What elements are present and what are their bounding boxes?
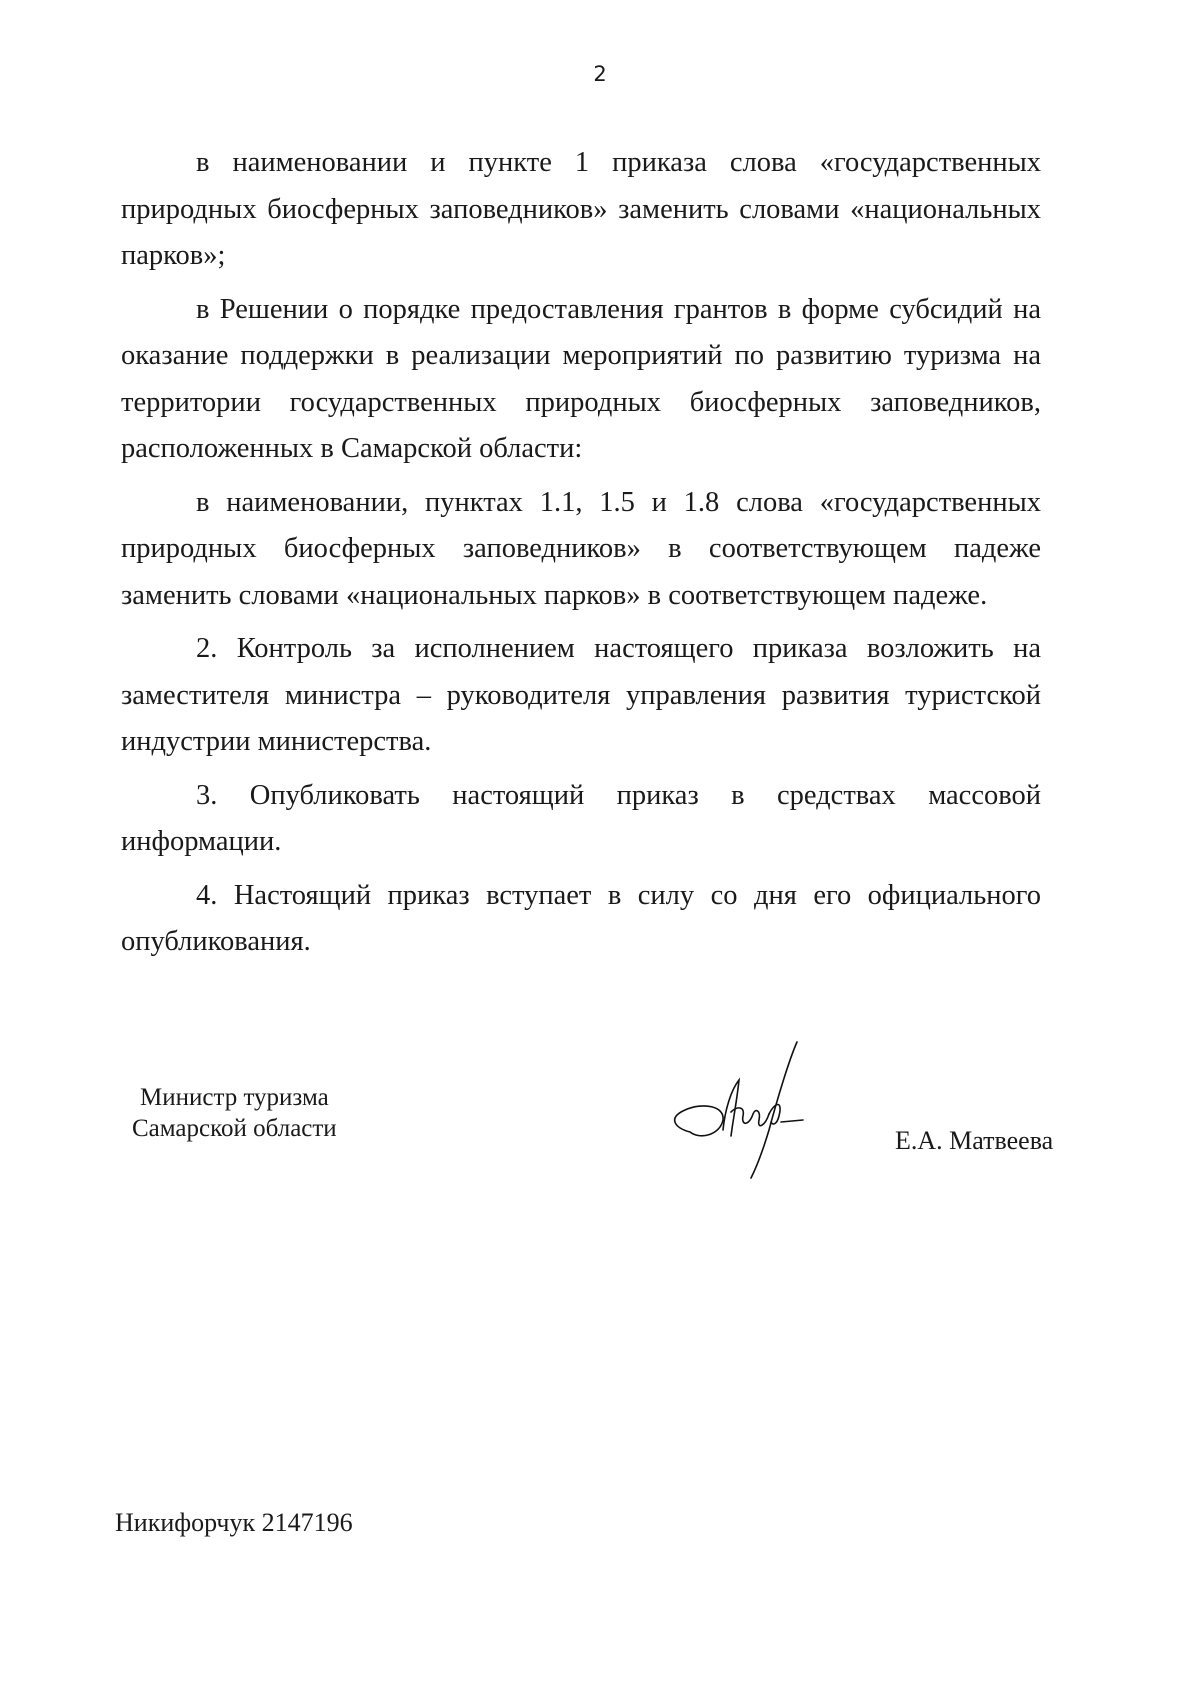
signatory-position-line-2: Самарской области bbox=[132, 1115, 337, 1142]
clause-3-publish: 3. Опубликовать настоящий приказ в средствах массовой информации. bbox=[121, 779, 1041, 857]
handwritten-signature bbox=[665, 1040, 825, 1180]
page-number: 2 bbox=[593, 62, 607, 86]
signatory-position bbox=[132, 1082, 337, 1144]
document-body bbox=[121, 140, 1041, 973]
clause-2-control: 2. Контроль за исполнением настоящего приказа возложить на заместителя министра – руководителя управления развития туристской индустрии министерства. bbox=[121, 633, 1041, 757]
clause-4-effective: 4. Настоящий приказ вступает в силу со дня его официального опубликования. bbox=[121, 879, 1041, 957]
executor-contact: Никифорчук 2147196 bbox=[115, 1508, 353, 1537]
signatory-position-line-1: Министр туризма bbox=[140, 1084, 329, 1111]
signatory-name: Е.А. Матвеева bbox=[895, 1126, 1054, 1155]
amendment-paragraph-3: в наименовании, пунктах 1.1, 1.5 и 1.8 слова «государственных природных биосферных заповедников» в соответствующем падеже заменить словами «национальных парков» в соответствующем падеже. bbox=[121, 486, 1041, 611]
amendment-paragraph-2: в Решении о порядке предоставления грантов в форме субсидий на оказание поддержки в реализации мероприятий по развитию туризма на территории государственных природных биосферных заповедников, расположенных в Самарской области: bbox=[121, 293, 1041, 464]
amendment-paragraph-1: в наименовании и пункте 1 приказа слова «государственных природных биосферных заповедников» заменить словами «национальных парков»; bbox=[121, 147, 1041, 271]
